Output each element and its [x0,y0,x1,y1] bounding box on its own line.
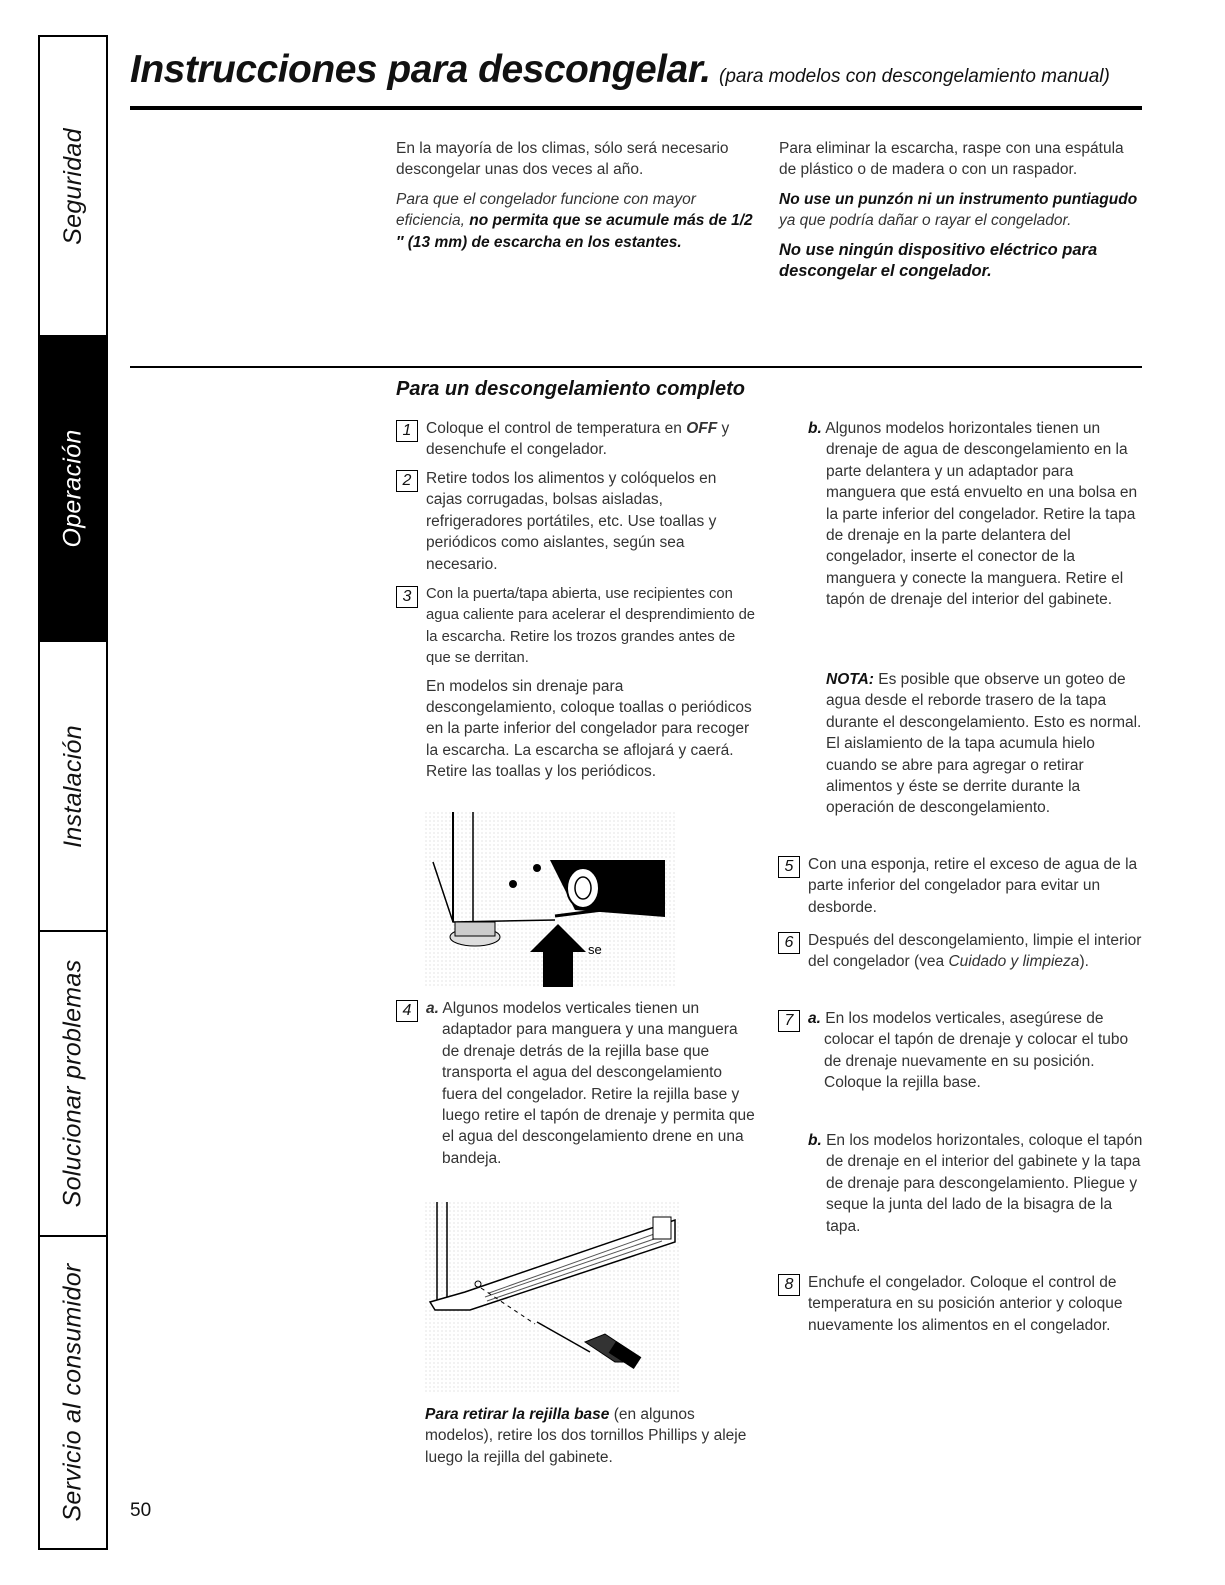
intro-left-p2: Para que el congelador funcione con mayor eficiencia, no permita que se acumule más de 1/2 ″ (13 mm) de escarcha en los estantes. [396,190,753,251]
tab-servicio-al-consumidor[interactable]: Servicio al consumidor [58,1263,87,1522]
step-number: 6 [778,932,800,954]
step-number: 5 [778,856,800,878]
tab-instalacion[interactable]: Instalación [40,642,106,932]
step-number: 1 [396,420,418,442]
step-number: 2 [396,470,418,492]
page-title [130,48,1110,92]
drain-plug-illustration [425,812,675,987]
intro-right-p1: Para eliminar la escarcha, raspe con una espátula de plástico o de madera o con un raspador. [779,140,1124,179]
step-1: 1 Coloque el control de temperatura en OFF y desenchufe el congelador. [396,418,756,461]
step-number: 3 [396,586,418,608]
title-subtitle: (para modelos con descongelamiento manual) [719,66,1110,87]
title-rule [130,106,1142,110]
section-heading: Para un descongelamiento completo [396,378,745,400]
step-2: 2 Retire todos los alimentos y colóquelos en cajas corrugadas, bolsas aisladas, refrigeradores portátiles, etc. Use toallas y periódicos como aislantes, según sea necesario. [396,468,756,575]
step-4a: 4 a. Algunos modelos verticales tienen un adaptador para manguera y una manguera de drenaje detrás de la rejilla base que transporta el agua del descongelamiento fuera del congelador. Retire la rejilla base y luego retire el tapón de drenaje y permita que el agua del descongelamiento drene en una bandeja. [396,998,756,1169]
tab-operacion[interactable]: Operación [40,337,106,642]
page-number: 50 [130,1500,152,1521]
side-navigation [38,35,108,1550]
tab-solucionar-problemas[interactable]: Solucionar problemas [40,932,106,1237]
title-main: Instrucciones para descongelar. [130,48,711,91]
step-4b: b. Algunos modelos horizontales tienen un drenaje de agua de descongelamiento en la parte delantera y un adaptador para manguera que está envuelto en una bolsa en la parte inferior del congelador. Retire la tapa de drenaje en la parte delantera del congelador, inserte el conector de la manguera y conecte la manguera. Retire el tapón de drenaje del interior del gabinete. [808,420,1138,609]
intro-left-p1: En la mayoría de los climas, sólo será necesario descongelar unas dos veces al año. [396,140,729,179]
section-rule [130,366,1142,368]
step-3: 3 Con la puerta/tapa abierta, use recipientes con agua caliente para acelerar el desprendimiento de la escarcha. Retire los trozos grandes antes de que se derritan. En modelos sin drenaje para descongelamiento, coloque toallas o periódicos en la parte inferior del congelador para recoger la escarcha. La escarcha se aflojará y caerá. Retire las toallas y los periódicos. [396,584,756,783]
step-number: 7 [778,1010,800,1032]
fig1-label: se [588,942,602,957]
step-8: 8 Enchufe el congelador. Coloque el control de temperatura en su posición anterior y coloque nuevamente los alimentos en el congelador. [778,1272,1144,1336]
step-5: 5 Con una esponja, retire el exceso de agua de la parte inferior del congelador para evitar un desborde. [778,854,1144,918]
step-6: 6 Después del descongelamiento, limpie el interior del congelador (vea Cuidado y limpieza). [778,930,1144,973]
step-number: 4 [396,1000,418,1022]
step-number: 8 [778,1274,800,1296]
intro-left [396,138,761,261]
step-7a: 7 a. En los modelos verticales, asegúrese de colocar el tapón de drenaje y colocar el tubo de drenaje nuevamente en su posición. Coloque la rejilla base. [778,1008,1144,1094]
step-7b: b. En los modelos horizontales, coloque el tapón de drenaje en el interior del gabinete y la tapa de drenaje para descongelamiento. Pliegue y seque la junta del lado de la bisagra de la tapa. [808,1132,1143,1235]
tab-seguridad[interactable]: Seguridad [40,37,106,337]
intro-right-p2: No use un punzón ni un instrumento puntiagudo ya que podría dañar o rayar el congelador. [779,190,1138,230]
fig2-caption: Para retirar la rejilla base (en algunos modelos), retire los dos tornillos Phillips y aleje luego la rejilla del gabinete. [425,1406,747,1466]
intro-right [779,138,1144,290]
intro-right-p3: No use ningún dispositivo eléctrico para descongelar el congelador. [779,240,1098,281]
step-3-note: En modelos sin drenaje para descongelamiento, coloque toallas o periódicos en la parte inferior del congelador para recoger la escarcha. La escarcha se aflojará y caerá. Retire las toallas y los periódicos. [426,677,752,781]
nota: NOTA: Es posible que observe un goteo de agua desde el reborde trasero de la tapa durante el descongelamiento. Esto es normal. El aislamiento de la tapa acumula hielo cuando se abre para agregar o retirar alimentos y éste se derrite durante la operación de descongelamiento. [826,671,1142,817]
base-grille-illustration [425,1202,680,1392]
